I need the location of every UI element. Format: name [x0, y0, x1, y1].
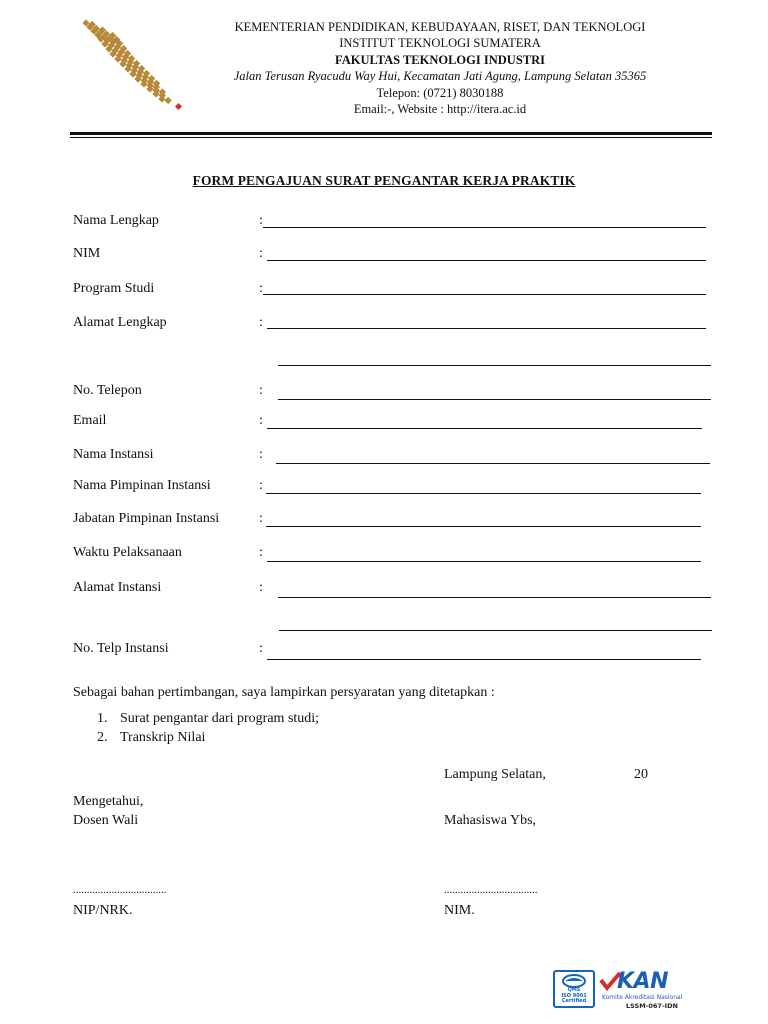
label-nama-pimpinan: Nama Pimpinan Instansi [73, 478, 211, 493]
phone-line: Telepon: (0721) 8030188 [376, 85, 504, 100]
field-line-jabatan-pimpinan[interactable] [266, 526, 701, 527]
nip-label: NIP/NRK. [73, 903, 133, 918]
label-nama-instansi: Nama Instansi [73, 447, 154, 462]
colon: : [259, 281, 263, 296]
signature-dots-left: .................................. [73, 884, 167, 896]
header-rule-thin [70, 137, 712, 138]
nim-label: NIM. [444, 903, 475, 918]
colon: : [259, 641, 263, 656]
header-rule-thick [70, 132, 712, 135]
colon: : [259, 383, 263, 398]
colon: : [259, 447, 263, 462]
field-line-no-telp-instansi[interactable] [267, 659, 701, 660]
field-line-alamat-instansi-2[interactable] [279, 630, 712, 631]
place-date: Lampung Selatan, [444, 767, 546, 782]
label-nama-lengkap: Nama Lengkap [73, 213, 159, 228]
field-line-nim[interactable] [267, 260, 706, 261]
label-email: Email [73, 413, 107, 428]
field-line-alamat-instansi[interactable] [278, 597, 711, 598]
colon: : [259, 580, 263, 595]
label-jabatan-pimpinan: Jabatan Pimpinan Instansi [73, 511, 220, 526]
label-program-studi: Program Studi [73, 281, 155, 296]
mengetahui-label: Mengetahui, [73, 794, 144, 809]
itera-logo-icon [83, 17, 186, 117]
label-nim: NIM [73, 246, 101, 261]
colon: : [259, 478, 263, 493]
kan-code: LSSM-067-IDN [626, 1002, 678, 1010]
year-prefix: 20 [634, 767, 648, 782]
field-line-alamat-lengkap-2[interactable] [278, 365, 711, 366]
kan-subtitle: Komite Akreditasi Nasional [602, 994, 683, 1001]
colon: : [259, 545, 263, 560]
list-item: 1. Surat pengantar dari program studi; [97, 711, 320, 726]
field-line-email[interactable] [267, 428, 702, 429]
field-line-program-studi[interactable] [263, 294, 706, 295]
label-alamat-lengkap: Alamat Lengkap [73, 315, 167, 330]
letterhead [210, 19, 670, 117]
iso-top-text: QMS [567, 987, 581, 993]
kan-wordmark: KAN [617, 969, 668, 994]
list-item: 2. Transkrip Nilai [97, 730, 206, 745]
institute-name: INSTITUT TEKNOLOGI SUMATERA [339, 36, 541, 51]
colon: : [259, 246, 263, 261]
form-title: FORM PENGAJUAN SURAT PENGANTAR KERJA PRAKTIK [192, 173, 576, 188]
dosen-wali-label: Dosen Wali [73, 813, 139, 828]
field-line-waktu-pelaksanaan[interactable] [267, 561, 701, 562]
colon: : [259, 315, 263, 330]
label-no-telp-instansi: No. Telp Instansi [73, 641, 169, 656]
signature-dots-right: .................................. [444, 884, 538, 896]
email-website-line: Email:-, Website : http://itera.ac.id [353, 102, 527, 117]
iso-9001-badge-icon [553, 970, 595, 1008]
colon: : [259, 511, 263, 526]
label-waktu-pelaksanaan: Waktu Pelaksanaan [73, 545, 182, 560]
colon: : [259, 213, 263, 228]
field-line-nama-pimpinan[interactable] [266, 493, 701, 494]
mahasiswa-label: Mahasiswa Ybs, [444, 813, 537, 828]
colon: : [259, 413, 263, 428]
iso-bottom-text: Certified [561, 998, 587, 1004]
label-no-telepon: No. Telepon [73, 383, 142, 398]
field-line-nama-lengkap[interactable] [263, 227, 706, 228]
field-line-alamat-lengkap[interactable] [267, 328, 706, 329]
faculty-name: FAKULTAS TEKNOLOGI INDUSTRI [334, 52, 545, 67]
field-line-no-telepon[interactable] [278, 399, 711, 400]
ministry-name: KEMENTERIAN PENDIDIKAN, KEBUDAYAAN, RISET, DAN TEKNOLOGI [234, 20, 646, 34]
kan-logo [600, 970, 710, 1010]
iso-mid-text: ISO 9001 [561, 992, 587, 999]
address-line: Jalan Terusan Ryacudu Way Hui, Kecamatan Jati Agung, Lampung Selatan 35365 [233, 69, 647, 84]
requirements-intro: Sebagai bahan pertimbangan, saya lampirkan persyaratan yang ditetapkan : [73, 685, 495, 700]
field-line-nama-instansi[interactable] [276, 463, 710, 464]
label-alamat-instansi: Alamat Instansi [73, 580, 162, 595]
